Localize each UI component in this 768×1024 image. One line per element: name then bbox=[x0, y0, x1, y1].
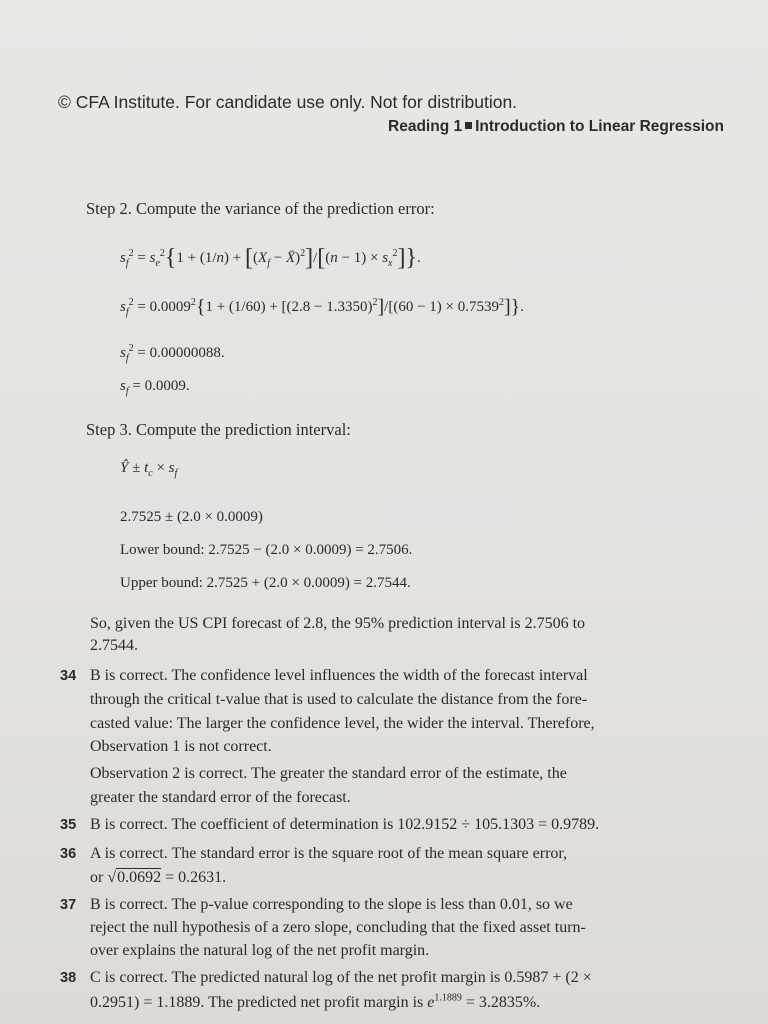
answer-35-text: B is correct. The coefficient of determination is 102.9152 ÷ 105.1303 = 0.9789. bbox=[90, 816, 600, 833]
answer-37-line-3: over explains the natural log of the net profit margin. bbox=[90, 942, 430, 959]
step3-heading: Step 3. Compute the prediction interval: bbox=[86, 420, 351, 439]
answer-38-number: 38 bbox=[60, 970, 77, 986]
square-bullet-icon bbox=[465, 122, 472, 129]
answer-37-line-1: B is correct. The p-value corresponding to the slope is less than 0.01, so we bbox=[90, 896, 573, 913]
answer-38-line-2: 0.2951) = 1.1889. The predicted net profit margin is $e^{1.1889} = 3.2835\%$. bbox=[90, 992, 541, 1011]
answer-35-number: 35 bbox=[60, 817, 77, 833]
answer-34-line: Observation 1 is not correct. bbox=[90, 738, 272, 755]
formula-variance-result: $s_f^2 = 0.00000088$. bbox=[120, 343, 225, 364]
answer-34-line: B is correct. The confidence level influences the width of the forecast interval bbox=[90, 667, 588, 684]
interval-calculation: 2.7525 ± (2.0 × 0.0009) bbox=[120, 509, 263, 525]
answer-36-number: 36 bbox=[60, 846, 77, 862]
reading-number: Reading 1 bbox=[388, 118, 463, 135]
answer-34-para2-line: greater the standard error of the forecast. bbox=[90, 789, 351, 806]
reading-title: Introduction to Linear Regression bbox=[475, 118, 724, 135]
answer-38-line-1: C is correct. The predicted natural log of the net profit margin is 0.5987 + (2 × bbox=[90, 969, 592, 986]
formula-interval: Ŷ ± $t_c \times s_f$ bbox=[120, 460, 178, 479]
conclusion-line-1: So, given the US CPI forecast of 2.8, the 95% prediction interval is 2.7506 to bbox=[90, 615, 586, 632]
answer-34-number: 34 bbox=[60, 668, 77, 684]
sqrt-value: 0.0692 bbox=[117, 869, 162, 886]
upper-bound: Upper bound: 2.7525 + (2.0 × 0.0009) = 2.7544. bbox=[120, 575, 411, 591]
conclusion-line-2: 2.7544. bbox=[90, 637, 138, 654]
answer-34-line: casted value: The larger the confidence level, the wider the interval. Therefore, bbox=[90, 715, 595, 732]
formula-variance: $s_f^2 = s_e^2\{1 + (1/n) + [(X_f$ − X̄)$^2$]/[(n − $1) \times s_x^2$]}. bbox=[120, 245, 421, 271]
answer-34-para2-line: Observation 2 is correct. The greater the standard error of the estimate, the bbox=[90, 765, 567, 782]
formula-variance-values: $s_f^2 = 0.0009^2\{1 + (1/60) + [(2.8 - 1.3350)^2]/[(60 - 1) \times 0.7539^2]\}$. bbox=[120, 296, 525, 318]
answer-34-line: through the critical t-value that is used to calculate the distance from the fore- bbox=[90, 691, 588, 708]
formula-std-error: $s_f = 0.0009$. bbox=[120, 378, 190, 397]
step2-heading: Step 2. Compute the variance of the prediction error: bbox=[86, 199, 435, 218]
answer-37-line-2: reject the null hypothesis of a zero slope, concluding that the fixed asset turn- bbox=[90, 919, 586, 936]
copyright-notice: © CFA Institute. For candidate use only. Not for distribution. bbox=[58, 92, 518, 112]
answer-37-number: 37 bbox=[60, 897, 77, 913]
answer-36-line-1: A is correct. The standard error is the square root of the mean square error, bbox=[90, 845, 568, 862]
running-header bbox=[388, 118, 724, 136]
answer-36-line-2: or √0.0692 = 0.2631. bbox=[90, 869, 227, 886]
lower-bound: Lower bound: 2.7525 − (2.0 × 0.0009) = 2.7506. bbox=[120, 542, 413, 558]
